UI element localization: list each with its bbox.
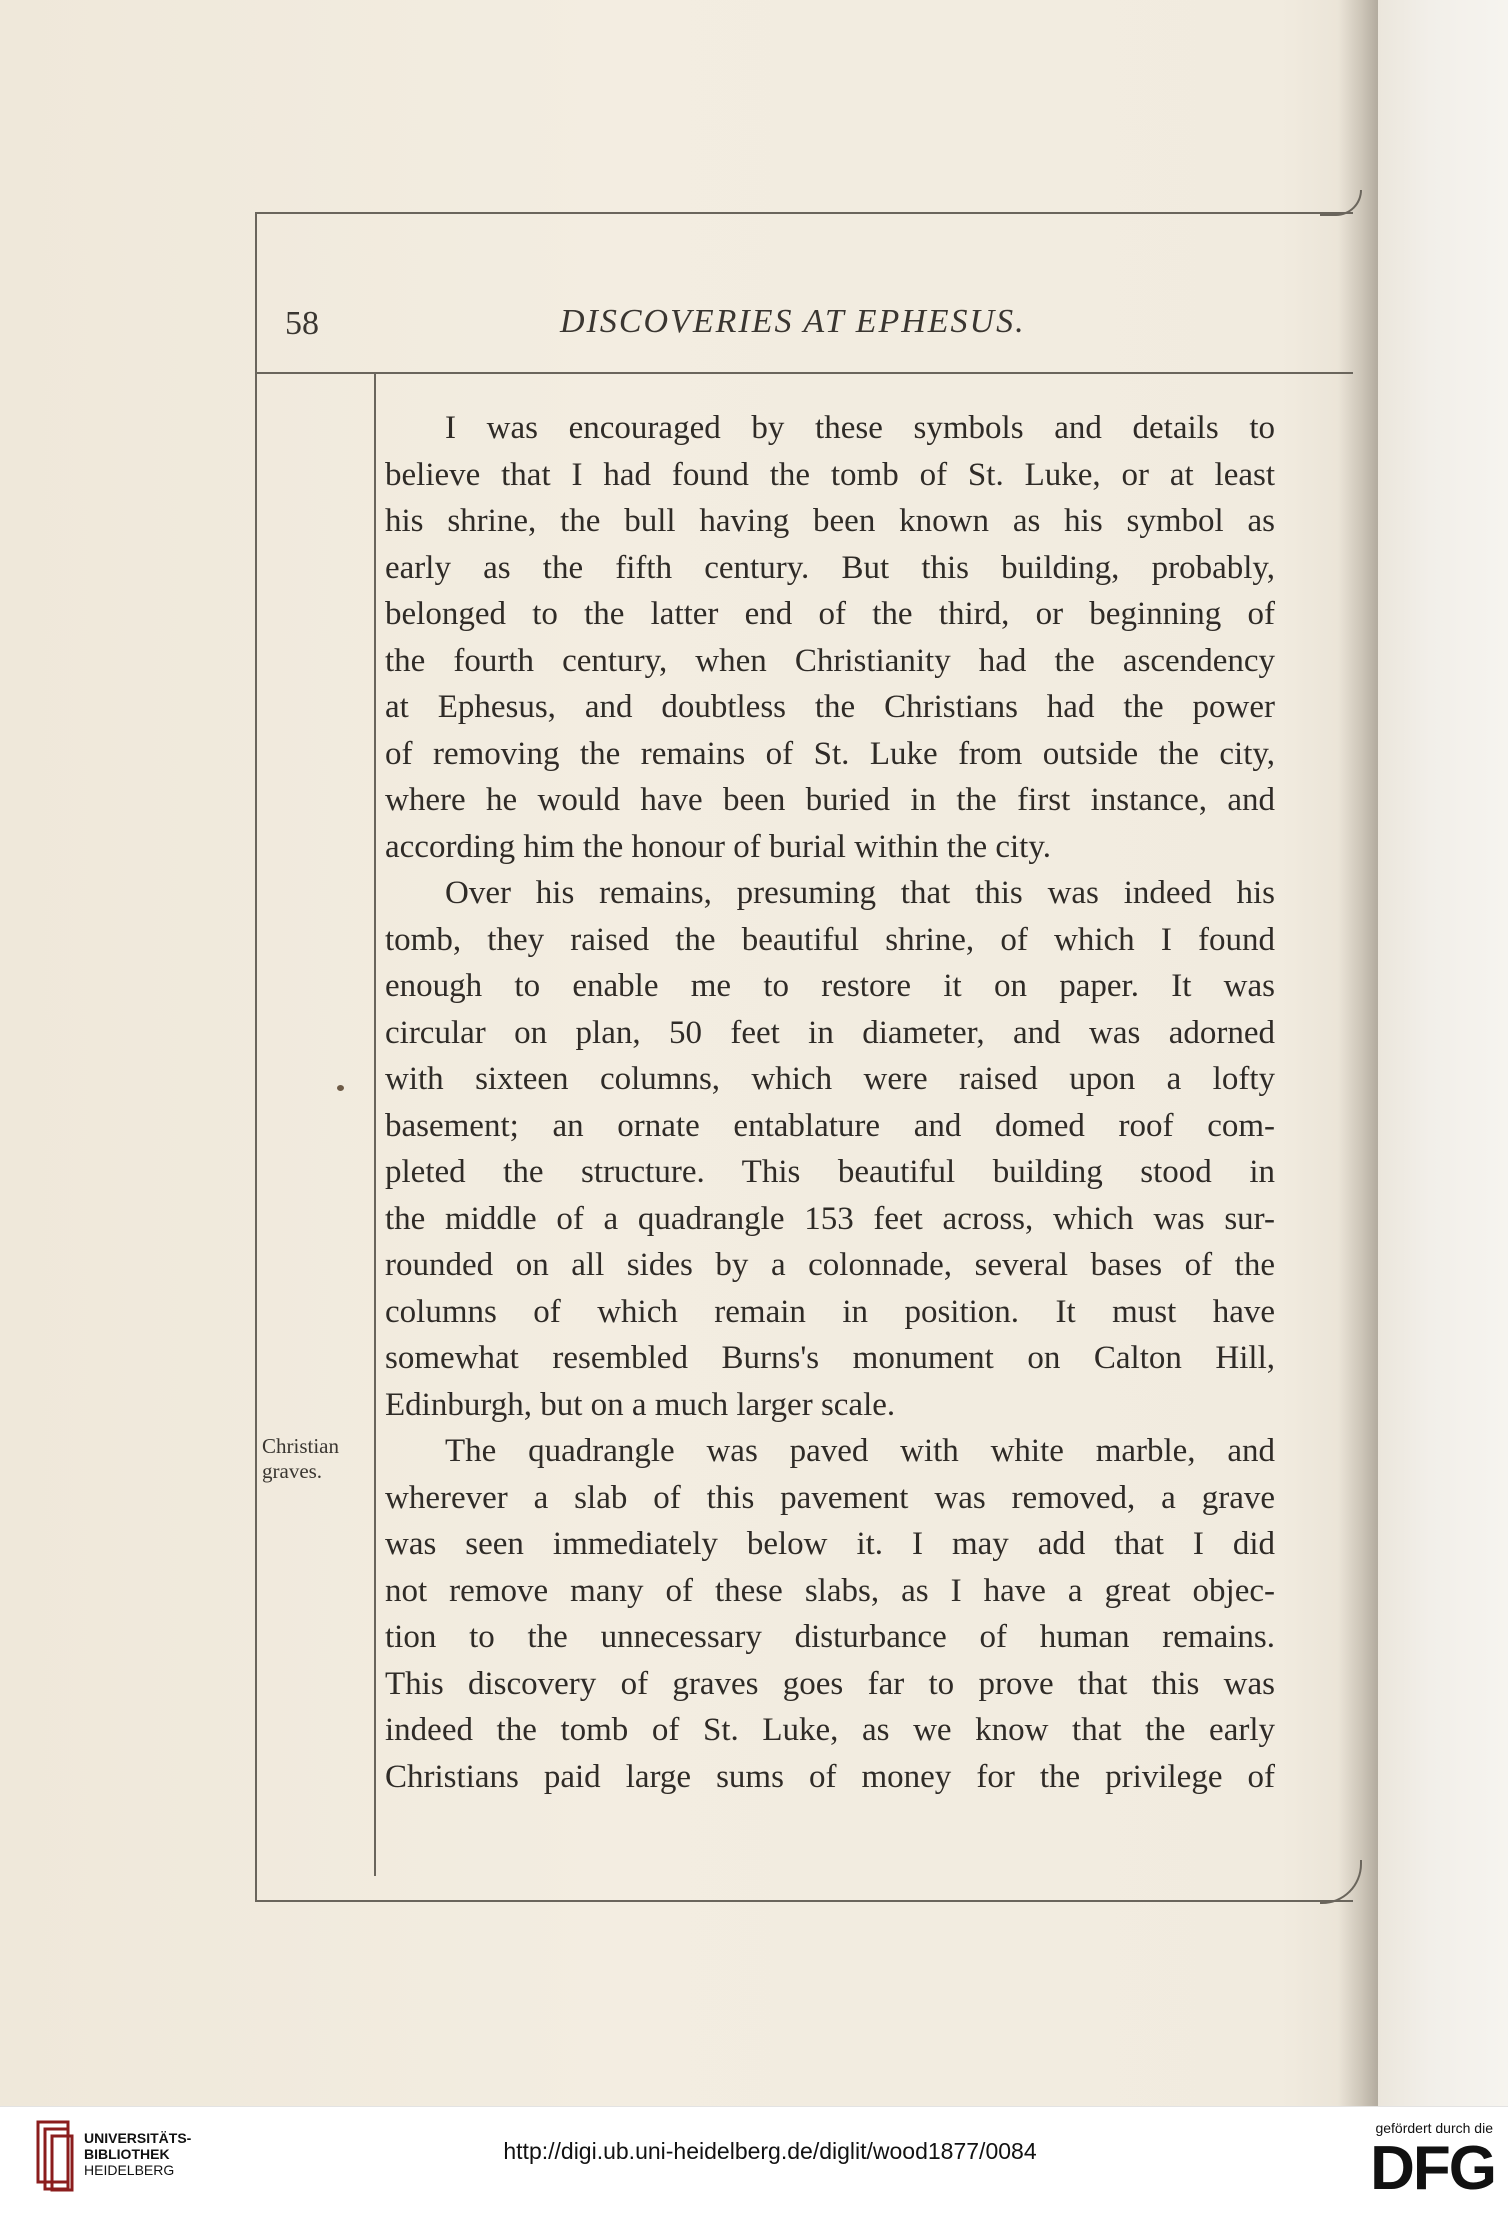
text-line: pleted the structure. This beautiful building stood in bbox=[385, 1154, 1275, 1190]
permalink-url[interactable]: http://digi.ub.uni-heidelberg.de/diglit/wood1877/0084 bbox=[503, 2138, 1037, 2164]
text-line: Over his remains, presuming that this was indeed his bbox=[445, 875, 1275, 911]
running-head: DISCOVERIES AT EPHESUS. bbox=[560, 303, 1026, 340]
text-line: The quadrangle was paved with white marble, and bbox=[445, 1433, 1275, 1469]
text-line: This discovery of graves goes far to prove that this was bbox=[385, 1665, 1275, 1702]
text-line: indeed the tomb of St. Luke, as we know that the early bbox=[385, 1712, 1275, 1748]
university-library-logo-icon bbox=[36, 2120, 76, 2192]
text-line: I was encouraged by these symbols and details to bbox=[445, 410, 1275, 446]
text-line: basement; an ornate entablature and domed roof com- bbox=[385, 1107, 1275, 1144]
text-line: columns of which remain in position. It must have bbox=[385, 1293, 1275, 1330]
facing-page-strip bbox=[1378, 0, 1508, 2106]
library-name-line: UNIVERSITÄTS- bbox=[84, 2130, 192, 2146]
text-line: the fourth century, when Christianity had the ascendency bbox=[385, 642, 1275, 679]
text-line: early as the fifth century. But this building, probably, bbox=[385, 549, 1275, 586]
text-line: wherever a slab of this pavement was removed, a grave bbox=[385, 1479, 1275, 1516]
margin-rule bbox=[374, 374, 376, 1876]
text-line: tomb, they raised the beautiful shrine, of which I found bbox=[385, 921, 1275, 958]
text-line: enough to enable me to restore it on paper. It was bbox=[385, 968, 1275, 1004]
text-line: believe that I had found the tomb of St. Luke, or at least bbox=[385, 456, 1275, 493]
text-line: somewhat resembled Burns's monument on Calton Hill, bbox=[385, 1340, 1275, 1376]
text-line: of removing the remains of St. Luke from outside the city, bbox=[385, 735, 1275, 772]
text-line: circular on plan, 50 feet in diameter, and was adorned bbox=[385, 1014, 1275, 1051]
text-line: rounded on all sides by a colonnade, several bases of the bbox=[385, 1247, 1275, 1283]
funded-by-text: gefördert durch die bbox=[1375, 2120, 1493, 2136]
ink-spot bbox=[337, 1085, 344, 1091]
side-note bbox=[262, 1434, 339, 1484]
library-name-line: HEIDELBERG bbox=[84, 2162, 175, 2178]
text-line: according him the honour of burial within the city. bbox=[385, 828, 1051, 865]
text-line: not remove many of these slabs, as I have a great objec- bbox=[385, 1572, 1275, 1609]
library-name bbox=[84, 2130, 191, 2178]
dfg-logo: DFG bbox=[1370, 2134, 1495, 2203]
side-note-line: Christian bbox=[262, 1434, 339, 1458]
text-line: Edinburgh, but on a much larger scale. bbox=[385, 1386, 896, 1423]
text-line: at Ephesus, and doubtless the Christians had the power bbox=[385, 689, 1275, 725]
text-line: with sixteen columns, which were raised upon a lofty bbox=[385, 1061, 1275, 1097]
text-line: where he would have been buried in the first instance, and bbox=[385, 782, 1275, 818]
library-name-line: BIBLIOTHEK bbox=[84, 2146, 170, 2162]
body-text bbox=[385, 405, 1275, 1800]
text-line: belonged to the latter end of the third, or beginning of bbox=[385, 596, 1275, 632]
page-number: 58 bbox=[285, 305, 319, 342]
text-line: tion to the unnecessary disturbance of human remains. bbox=[385, 1619, 1275, 1655]
side-note-line: graves. bbox=[262, 1459, 323, 1483]
text-line: the middle of a quadrangle 153 feet across, which was sur- bbox=[385, 1200, 1275, 1237]
text-line: was seen immediately below it. I may add that I did bbox=[385, 1526, 1275, 1562]
header-rule bbox=[257, 372, 1353, 374]
text-line: Christians paid large sums of money for the privilege of bbox=[385, 1758, 1275, 1795]
text-line: his shrine, the bull having been known as his symbol as bbox=[385, 503, 1275, 539]
